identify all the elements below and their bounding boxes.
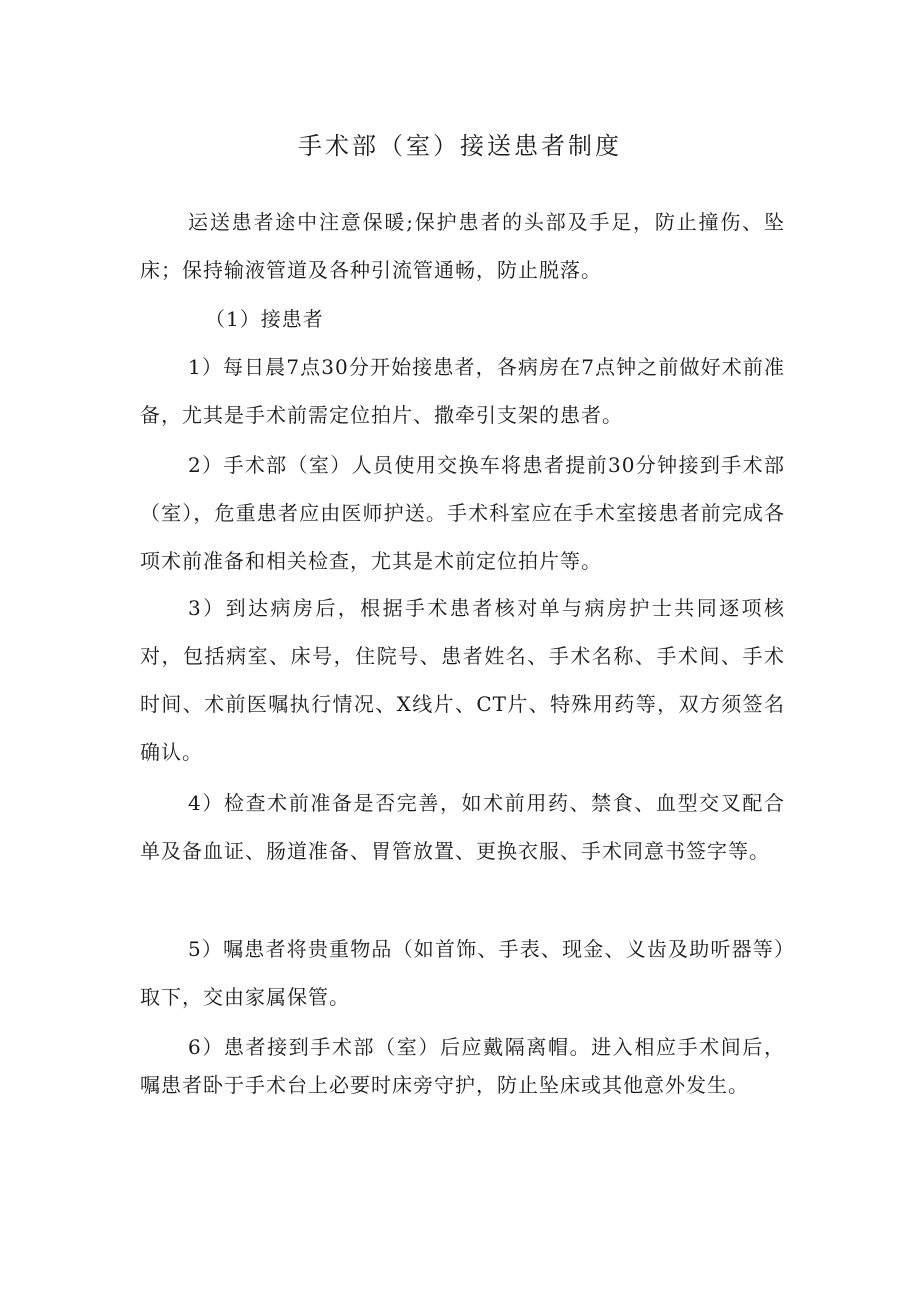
intro-paragraph: 运送患者途中注意保暖;保护患者的头部及手足，防止撞伤、坠床；保持输液管道及各种引流管通畅，防止脱落。 [140, 210, 785, 282]
item-6: 6）患者接到手术部（室）后应戴隔离帽。进入相应手术间后，嘱患者卧于手术台上必要时床旁守护，防止坠床或其他意外发生。 [140, 1035, 785, 1097]
item-5: 5）嘱患者将贵重物品（如首饰、手表、现金、义齿及助听器等）取下，交由家属保管。 [140, 937, 785, 1009]
document-title: 手术部（室）接送患者制度 [298, 132, 622, 161]
item-3: 3）到达病房后，根据手术患者核对单与病房护士共同逐项核对，包括病室、床号，住院号、患者姓名、手术名称、手术间、手术时间、术前医嘱执行情况、X线片、CT片、特殊用药等，双方须签名确认。 [140, 596, 785, 764]
item-4: 4）检查术前准备是否完善，如术前用药、禁食、血型交叉配合单及备血证、肠道准备、胃管放置、更换衣服、手术同意书签字等。 [140, 791, 785, 863]
item-1: 1）每日晨7点30分开始接患者，各病房在7点钟之前做好术前准备，尤其是手术前需定位拍片、撒牵引支架的患者。 [140, 355, 785, 427]
section-heading: （1）接患者 [205, 307, 324, 331]
item-2: 2）手术部（室）人员使用交换车将患者提前30分钟接到手术部（室），危重患者应由医师护送。手术科室应在手术室接患者前完成各项术前准备和相关检查，尤其是术前定位拍片等。 [140, 453, 785, 573]
